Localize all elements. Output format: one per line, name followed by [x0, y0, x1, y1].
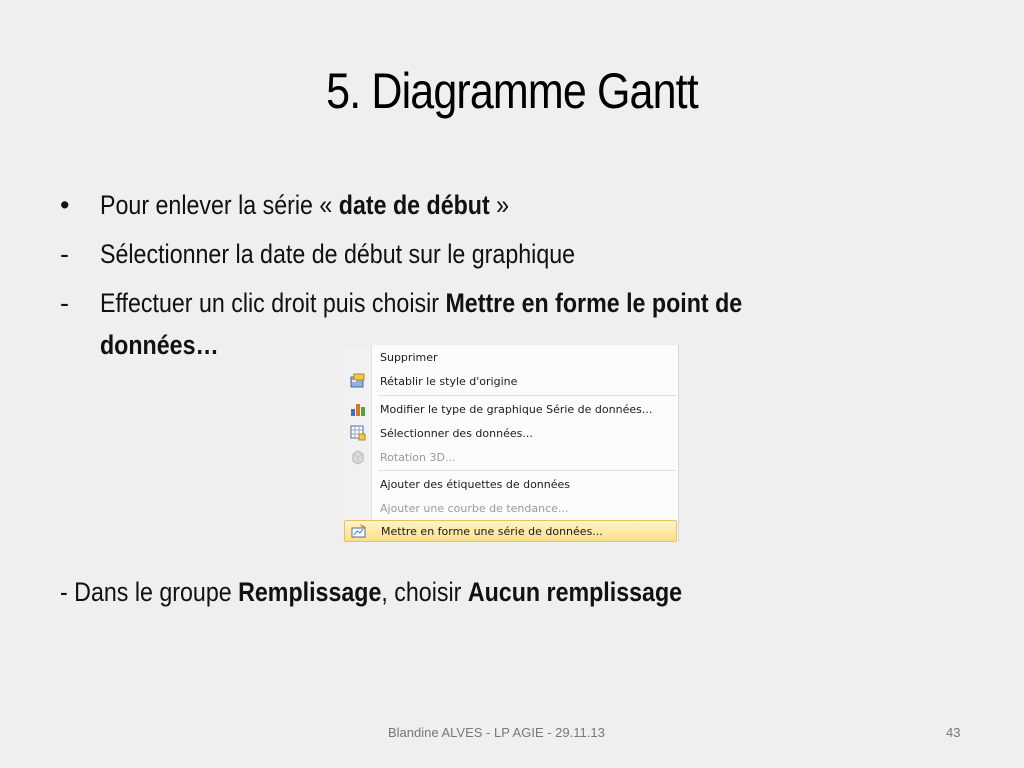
menu-item-label: Modifier le type de graphique Série de données... [380, 402, 653, 416]
footer-author: Blandine ALVES - LP AGIE - 29.11.13 [388, 725, 605, 740]
rotation-3d-icon [344, 445, 372, 469]
instruction-text: - Dans le groupe Remplissage, choisir Aucun remplissage [60, 577, 683, 607]
select-data-icon [344, 421, 372, 445]
menu-item-ajouter-etiquettes[interactable] [344, 472, 677, 496]
bullet-text: données… [100, 330, 219, 360]
bullet-select-date [60, 239, 960, 270]
dash-marker: - [60, 288, 69, 318]
menu-item-modifier-type[interactable] [344, 397, 677, 421]
menu-item-label: Rétablir le style d'origine [380, 374, 518, 388]
menu-item-selectionner-donnees[interactable] [344, 421, 677, 445]
instruction-remplissage [60, 577, 960, 608]
reset-style-icon [344, 369, 372, 393]
bullet-text: Sélectionner la date de début sur le graphique [100, 239, 576, 269]
bullet-marker: • [60, 190, 70, 220]
empty-icon-slot [344, 472, 372, 496]
bullet-text: Effectuer un clic droit puis choisir Mettre en forme le point de [100, 288, 743, 318]
bullet-remove-series [60, 190, 960, 221]
menu-item-supprimer[interactable] [344, 345, 677, 369]
menu-separator [378, 395, 676, 396]
menu-item-ajouter-courbe [344, 496, 677, 520]
bullet-right-click [60, 288, 960, 319]
chart-type-icon [344, 397, 372, 421]
menu-item-label: Ajouter des étiquettes de données [380, 477, 571, 491]
menu-item-rotation-3d [344, 445, 677, 469]
format-series-icon [345, 519, 373, 543]
empty-icon-slot [344, 496, 372, 520]
dash-marker: - [60, 239, 69, 269]
empty-icon-slot [344, 345, 372, 369]
slide-title: 5. Diagramme Gantt [326, 63, 698, 119]
menu-separator [378, 470, 676, 471]
menu-item-label: Supprimer [380, 350, 438, 364]
bullet-text: Pour enlever la série « date de début » [100, 190, 510, 220]
menu-item-retablir-style[interactable] [344, 369, 677, 393]
menu-item-label: Ajouter une courbe de tendance... [380, 501, 569, 515]
page-number: 43 [946, 725, 961, 740]
menu-item-label: Rotation 3D... [380, 450, 456, 464]
context-menu [344, 345, 679, 542]
menu-item-label: Sélectionner des données... [380, 426, 533, 440]
menu-item-label: Mettre en forme une série de données... [381, 524, 603, 538]
menu-item-mettre-en-forme[interactable] [344, 520, 677, 542]
